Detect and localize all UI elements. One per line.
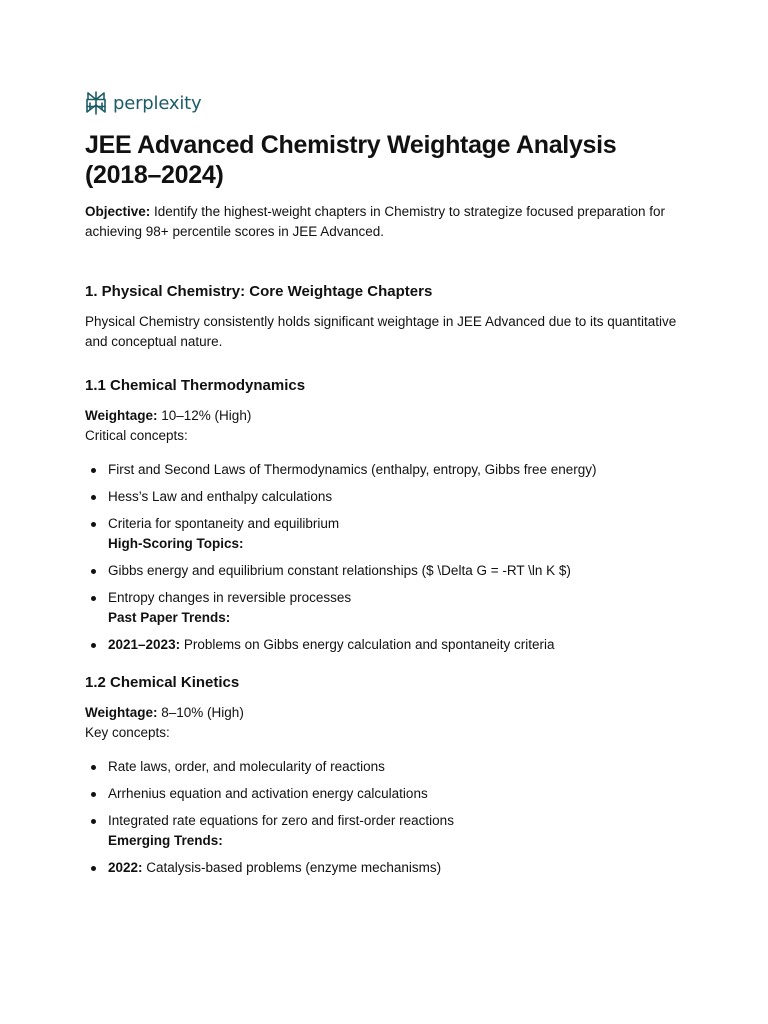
list-subheading: Past Paper Trends: <box>108 610 231 625</box>
weightage-value: 10–12% (High) <box>157 408 252 423</box>
thermodynamics-list <box>85 460 685 655</box>
list-item-text: Gibbs energy and equilibrium constant relationships ($ \Delta G = -RT \ln K $) <box>108 563 571 578</box>
list-item-text: Integrated rate equations for zero and first-order reactions <box>108 813 454 828</box>
bullet-icon <box>91 765 96 770</box>
concepts-label: Critical concepts: <box>85 428 188 443</box>
list-item-bold: 2022: <box>108 860 143 875</box>
subsection-heading-thermodynamics: 1.1 Chemical Thermodynamics <box>85 377 306 394</box>
bullet-icon <box>91 792 96 797</box>
objective-label: Objective: <box>85 204 151 219</box>
bullet-icon <box>91 468 96 473</box>
bullet-icon <box>91 866 96 871</box>
bullet-icon <box>91 596 96 601</box>
section-heading-physical-chemistry: 1. Physical Chemistry: Core Weightage Chapters <box>85 283 433 300</box>
list-item <box>85 757 685 777</box>
list-item <box>85 460 685 480</box>
section-intro: Physical Chemistry consistently holds significant weightage in JEE Advanced due to its quantitative and conceptual nature. <box>85 314 677 349</box>
list-item-text: First and Second Laws of Thermodynamics (enthalpy, entropy, Gibbs free energy) <box>108 462 597 477</box>
bullet-icon <box>91 522 96 527</box>
bullet-icon <box>91 495 96 500</box>
list-item <box>85 811 685 851</box>
concepts-label: Key concepts: <box>85 725 170 740</box>
weightage-label: Weightage: <box>85 705 158 720</box>
list-item <box>85 784 685 804</box>
weightage-line <box>85 406 685 426</box>
brand-name: perplexity <box>113 92 202 114</box>
list-item-text: Arrhenius equation and activation energy calculations <box>108 786 428 801</box>
subsection-heading-kinetics: 1.2 Chemical Kinetics <box>85 674 240 691</box>
weightage-value: 8–10% (High) <box>157 705 244 720</box>
document-page <box>85 88 685 885</box>
brand-logo <box>85 88 685 118</box>
weightage-label: Weightage: <box>85 408 158 423</box>
list-item-text: Catalysis-based problems (enzyme mechanisms) <box>142 860 442 875</box>
list-item-text: Hess’s Law and enthalpy calculations <box>108 489 333 504</box>
list-item <box>85 514 685 554</box>
weightage-line <box>85 703 685 723</box>
list-item <box>85 561 685 581</box>
kinetics-list <box>85 757 685 878</box>
list-item <box>85 635 685 655</box>
list-item <box>85 487 685 507</box>
list-subheading: High-Scoring Topics: <box>108 536 244 551</box>
objective-paragraph <box>85 202 685 242</box>
list-item <box>85 858 685 878</box>
list-item-text: Entropy changes in reversible processes <box>108 590 352 605</box>
list-item-text: Criteria for spontaneity and equilibrium <box>108 516 340 531</box>
perplexity-logo-icon <box>85 91 107 115</box>
page-title: JEE Advanced Chemistry Weightage Analysis (2018–2024) <box>85 131 617 189</box>
list-item <box>85 588 685 628</box>
bullet-icon <box>91 569 96 574</box>
objective-text: Identify the highest-weight chapters in Chemistry to strategize focused preparation for achieving 98+ percentile scores in JEE Advanced. <box>85 204 666 239</box>
list-subheading: Emerging Trends: <box>108 833 223 848</box>
list-item-text: Rate laws, order, and molecularity of reactions <box>108 759 385 774</box>
list-item-bold: 2021–2023: <box>108 637 181 652</box>
bullet-icon <box>91 643 96 648</box>
bullet-icon <box>91 819 96 824</box>
list-item-text: Problems on Gibbs energy calculation and spontaneity criteria <box>180 637 555 652</box>
